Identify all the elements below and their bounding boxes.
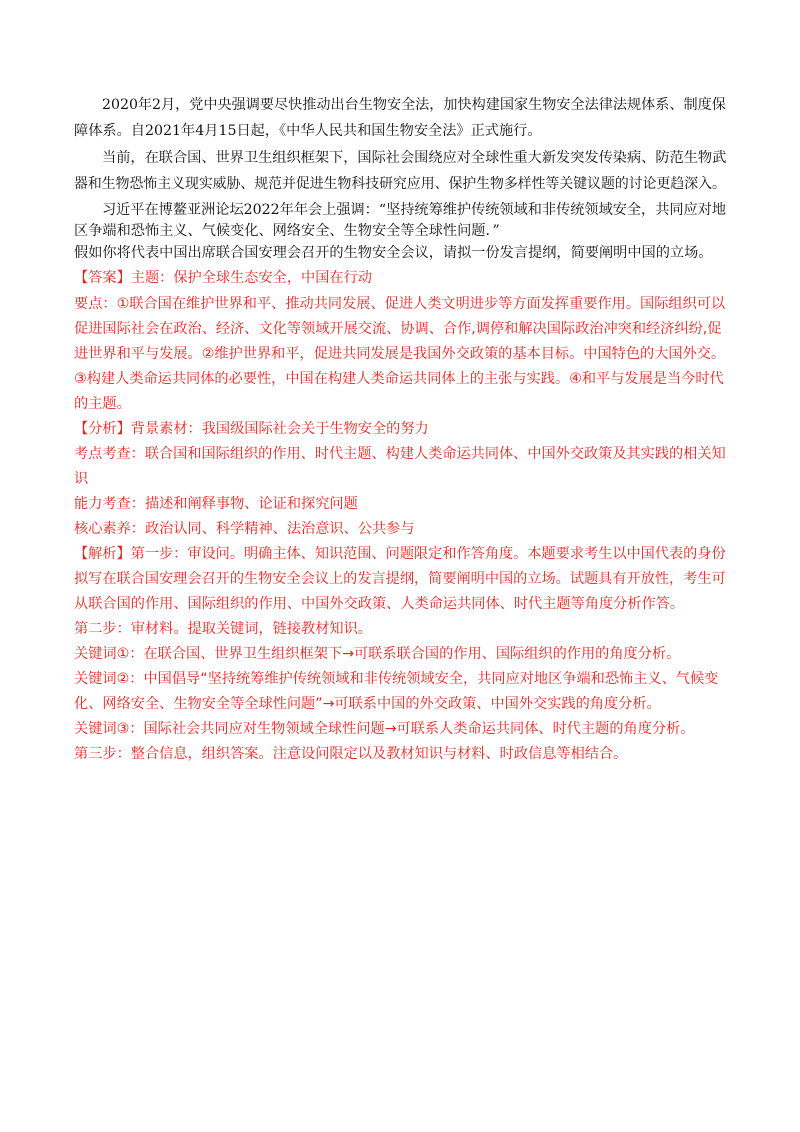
explanation-step2: 第二步：审材料。提取关键词，链接教材知识。: [74, 621, 372, 637]
explanation-step1-line: 拟写在联合国安理会召开的生物安全会议上的发言提纲，简要阐明中国的立场。试题具有开放性，考生可: [74, 571, 726, 587]
material-paragraph-2-line-1: 当前，在联合国、世界卫生组织框架下，国际社会围绕应对全球性重大新发突发传染病、防范生物武: [102, 150, 727, 166]
answer-point-line: ③构建人类命运共同体的必要性，中国在构建人类命运共同体上的主张与实践。④和平与发展是当今时代: [74, 371, 724, 387]
answer-point-line: 促进国际社会在政治、经济、文化等领域开展交流、协调、合作,调停和解决国际政治冲突和经济纠纷,促: [74, 321, 722, 337]
explanation-step1-line: 从联合国的作用、国际组织的作用、中国外交政策、人类命运共同体、时代主题等角度分析作答。: [74, 596, 685, 612]
answer-point-line: 进世界和平与发展。②维护世界和平，促进共同发展是我国外交政策的基本目标。中国特色的大国外交。: [74, 346, 726, 362]
explanation-keyword-2-line: 关键词②：中国倡导“坚持统筹维护传统领域和非传统领域安全，共同应对地区争端和恐怖主义、气候变: [74, 671, 719, 687]
material-paragraph-1-line-1: 2020年2月，党中央强调要尽快推动出台生物安全法，加快构建国家生物安全法律法规体系、制度保: [102, 97, 726, 113]
material-paragraph-3-line-2: 区争端和恐怖主义、气候变化、网络安全、生物安全等全球性问题．”: [74, 223, 500, 239]
question-text: 假如你将代表中国出席联合国安理会召开的生物安全会议，请拟一份发言提纲，简要阐明中国的立场。: [74, 245, 713, 261]
explanation-step3: 第三步：整合信息，组织答案。注意设问限定以及教材知识与材料、时政信息等相结合。: [74, 746, 628, 762]
analysis-nengli: 能力考查：描述和阐释事物、论证和探究问题: [74, 496, 358, 512]
explanation-step1-line: 【解析】第一步：审设问。明确主体、知识范围、问题限定和作答角度。本题要求考生以中国代表的身份: [74, 546, 726, 562]
answer-point-line: 要点：①联合国在维护世界和平、推动共同发展、促进人类文明进步等方面发挥重要作用。国际组织可以: [74, 296, 726, 312]
analysis-suyang: 核心素养：政治认同、科学精神、法治意识、公共参与: [74, 521, 415, 537]
explanation-keyword-3: 关键词③：国际社会共同应对生物领域全球性问题→可联系人类命运共同体、时代主题的角度分析。: [74, 721, 695, 737]
explanation-keyword-1: 关键词①：在联合国、世界卫生组织框架下→可联系联合国的作用、国际组织的作用的角度分析。: [74, 646, 681, 662]
answer-point-line: 的主题。: [74, 396, 131, 412]
material-paragraph-2-line-2: 器和生物恐怖主义现实威胁、规范并促进生物科技研究应用、保护生物多样性等关键议题的讨论更趋深入。: [74, 176, 726, 192]
analysis-kaodian-line: 考点考查：联合国和国际组织的作用、时代主题、构建人类命运共同体、中国外交政策及其实践的相关知: [74, 446, 726, 462]
material-paragraph-1-line-2: 障体系。自2021年4月15日起，《中华人民共和国生物安全法》正式施行。: [74, 123, 542, 139]
material-paragraph-3-line-1: 习近平在博鳌亚洲论坛2022年年会上强调：“坚持统筹维护传统领域和非传统领域安全，共同应对地: [102, 202, 727, 218]
analysis-kaodian-line: 识: [74, 471, 89, 487]
explanation-keyword-2-line: 化、网络安全、生物安全等全球性问题”→可联系中国的外交政策、中国外交实践的角度分析。: [74, 696, 661, 712]
answer-heading: 【答案】主题：保护全球生态安全，中国在行动: [74, 270, 372, 286]
analysis-heading: 【分析】背景素材：我国级国际社会关于生物安全的努力: [74, 421, 429, 437]
